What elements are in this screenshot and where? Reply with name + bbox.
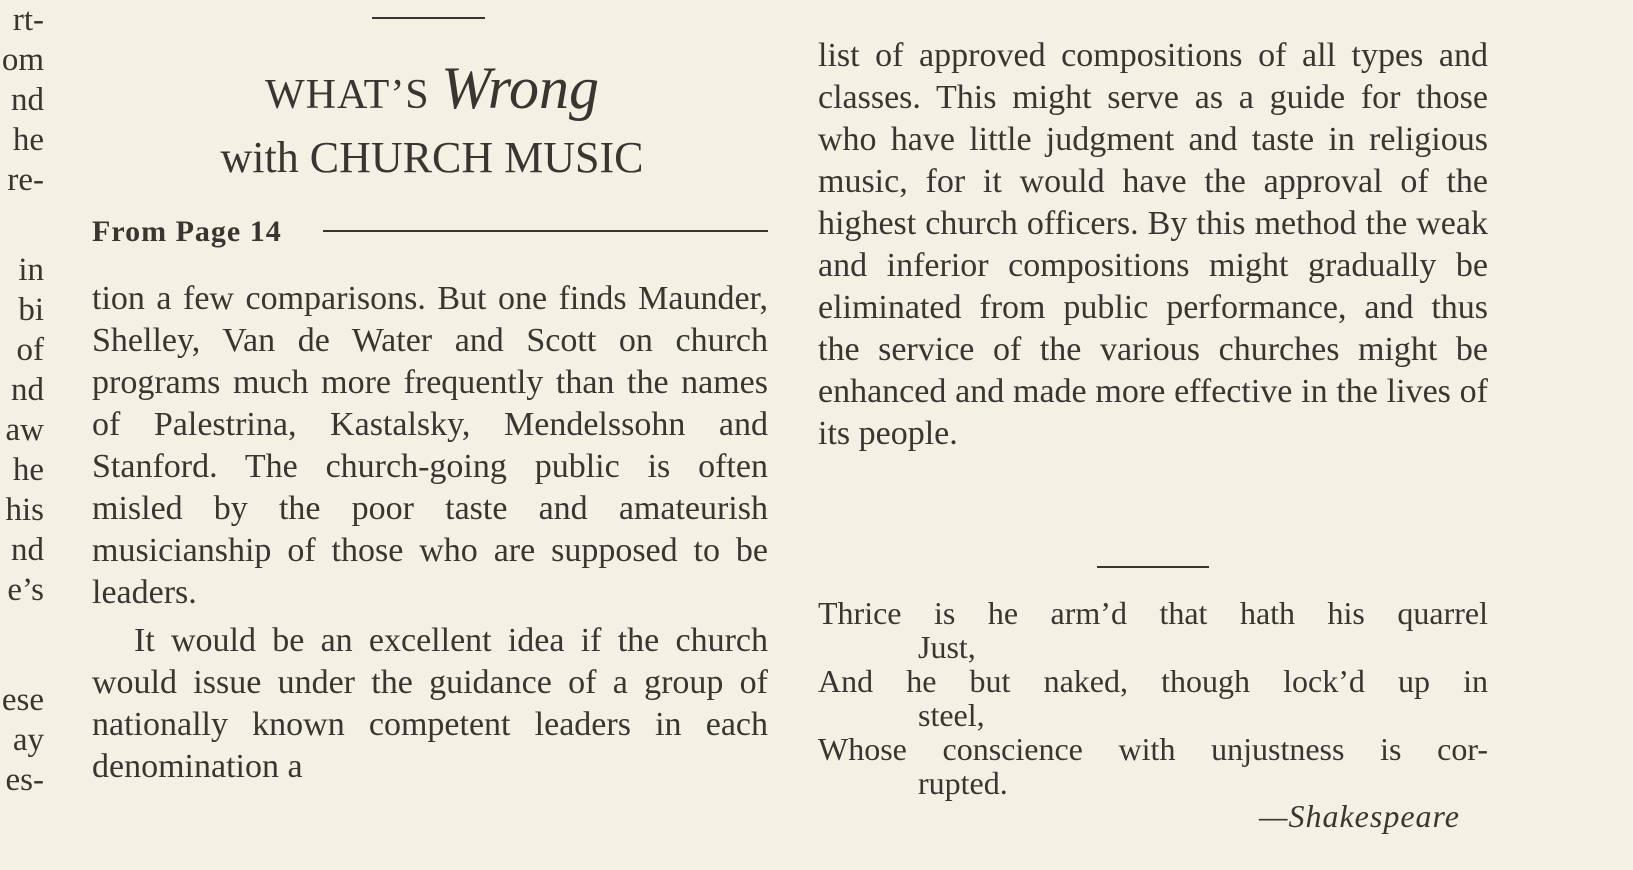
- margin-fragment: rt-: [12, 2, 44, 38]
- margin-fragment: in: [18, 252, 44, 288]
- right-text-column: [818, 35, 1488, 455]
- quoted-verse: [818, 596, 1488, 800]
- margin-fragment: his: [5, 492, 44, 528]
- top-divider-rule: [372, 17, 485, 19]
- verse-attribution: —Shakespeare: [1259, 798, 1460, 834]
- margin-fragment: ay: [12, 722, 44, 758]
- margin-fragment: nd: [11, 532, 44, 568]
- margin-fragment: of: [16, 332, 44, 368]
- article-headline-line-2: with CHURCH MUSIC: [220, 133, 644, 182]
- margin-fragment: he: [12, 122, 44, 158]
- margin-fragment: aw: [5, 412, 44, 448]
- margin-fragment: e’s: [7, 572, 44, 608]
- left-text-column: [92, 278, 768, 788]
- article-headline-line-1: [92, 55, 772, 123]
- verse-continuation: Just,: [918, 629, 976, 665]
- margin-fragment: bi: [18, 292, 44, 328]
- continued-from-rule: [323, 230, 768, 232]
- headline-wrong: Wrong: [441, 55, 599, 121]
- margin-fragment: re-: [7, 162, 44, 198]
- margin-fragment: om: [1, 42, 44, 78]
- margin-fragment: nd: [11, 372, 44, 408]
- verse-continuation: rupted.: [918, 765, 1008, 801]
- headline-whats: WHAT’S: [265, 72, 442, 118]
- paragraph: It would be an excellent idea if the church would issue under the guidance of a group of nationally known competent leaders in each denomination a: [92, 622, 768, 785]
- margin-fragment: nd: [11, 82, 44, 118]
- continued-from-label: From Page 14: [92, 215, 282, 248]
- margin-fragment: ese: [1, 682, 44, 718]
- paragraph: list of approved compositions of all types and classes. This might serve as a guide for those who have little judgment and taste in religious music, for it would have the approval of the highest church officers. By this method the weak and inferior compositions might gradually be eliminated from public performance, and thus the service of the various churches might be enhanced and made more effective in the lives of its people.: [818, 37, 1488, 452]
- verse-line: Thrice is he arm’d that hath his quarrel: [818, 595, 1488, 631]
- margin-fragment: he: [12, 452, 44, 488]
- section-divider-rule: [1097, 566, 1209, 568]
- verse-continuation: steel,: [918, 697, 985, 733]
- paragraph: tion a few comparisons. But one finds Maunder, Shelley, Van de Water and Scott on church programs much more frequently than the names of Palestrina, Kastalsky, Mendelssohn and Stanford. The church-going public is often misled by the poor taste and amateurish musicianship of those who are supposed to be leaders.: [92, 280, 768, 611]
- verse-line: Whose conscience with unjustness is cor-: [818, 731, 1488, 767]
- verse-line: And he but naked, though lock’d up in: [818, 663, 1488, 699]
- margin-fragment: es-: [5, 762, 44, 798]
